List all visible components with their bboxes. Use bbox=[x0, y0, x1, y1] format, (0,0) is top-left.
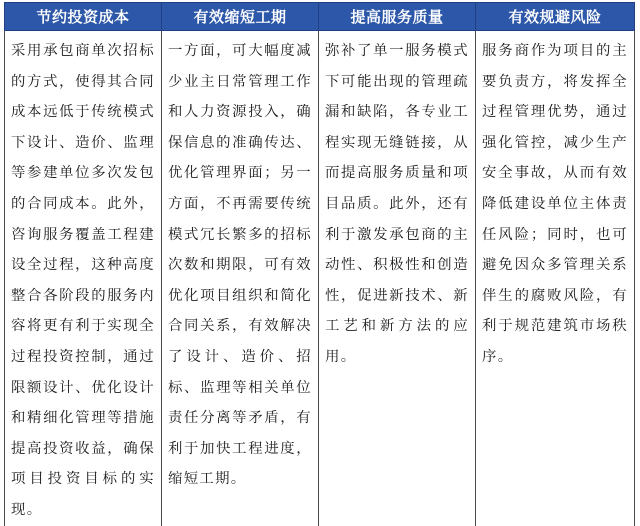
cell-schedule-shortening: 一方面，可大幅度减少业主日常管理工作和人力资源投入，确保信息的准确传达、优化管理界面；另一方面，不再需要传统模式冗长繁多的招标次数和期限，可有效优化项目组织和简化合同关系，有效解决了设计、造价、招标、监理等相关单位责任分离等矛盾，有利于加快工程进度，缩短工期。 bbox=[162, 31, 319, 526]
header-cost-saving: 节约投资成本 bbox=[5, 3, 162, 31]
cell-risk-avoidance: 服务商作为项目的主要负责方，将发挥全过程管理优势，通过强化管控，减少生产安全事故，从而有效降低建设单位主体责任风险；同时，也可避免因众多管理关系伴生的腐败风险，有利于规范建筑市场秩序。 bbox=[476, 31, 635, 526]
header-row bbox=[5, 3, 635, 31]
header-schedule-shortening: 有效缩短工期 bbox=[162, 3, 319, 31]
cell-service-quality: 弥补了单一服务模式下可能出现的管理疏漏和缺陷，各专业工程实现无缝链接，从而提高服务质量和项目品质。此外，还有利于激发承包商的主动性、积极性和创造性，促进新技术、新工艺和新方法的应用。 bbox=[319, 31, 476, 526]
cell-cost-saving: 采用承包商单次招标的方式，使得其合同成本远低于传统模式下设计、造价、监理等参建单位多次发包的合同成本。此外，咨询服务覆盖工程建设全过程，这种高度整合各阶段的服务内容将更有利于实现全过程投资控制，通过限额设计、优化设计和精细化管理等措施提高投资收益，确保项目投资目标的实现。 bbox=[5, 31, 162, 526]
body-row bbox=[5, 31, 635, 526]
header-service-quality: 提高服务质量 bbox=[319, 3, 476, 31]
header-risk-avoidance: 有效规避风险 bbox=[476, 3, 635, 31]
comparison-table bbox=[4, 2, 635, 526]
